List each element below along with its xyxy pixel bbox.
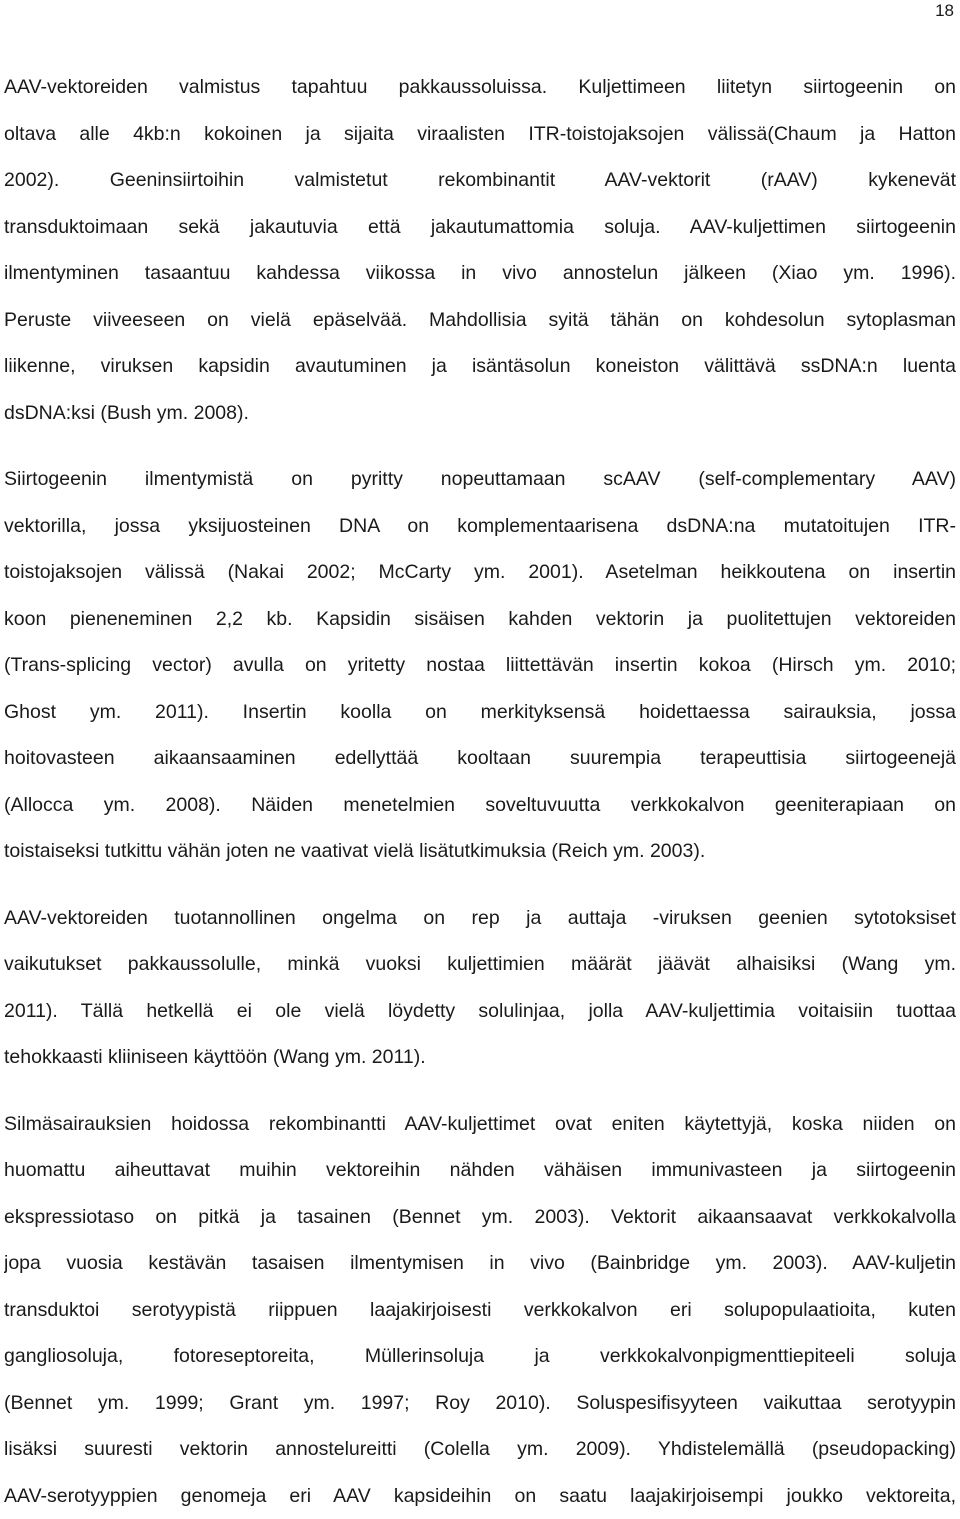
text-line: 2002). Geeninsiirtoihin valmistetut rekombinantit AAV-vektorit (rAAV) kykenevät	[4, 157, 956, 204]
text-line: gangliosoluja, fotoreseptoreita, Müllerinsoluja ja verkkokalvonpigmenttiepiteeli soluja	[4, 1333, 956, 1380]
text-line: transduktoimaan sekä jakautuvia että jakautumattomia soluja. AAV-kuljettimen siirtogeenin	[4, 204, 956, 251]
text-line: (Trans-splicing vector) avulla on yritetty nostaa liittettävän insertin kokoa (Hirsch ym. 2010;	[4, 642, 956, 689]
paragraph	[4, 1101, 956, 1519]
text-line: huomattu aiheuttavat muihin vektoreihin nähden vähäisen immunivasteen ja siirtogeenin	[4, 1147, 956, 1194]
text-line: (Bennet ym. 1999; Grant ym. 1997; Roy 2010). Soluspesifisyyteen vaikuttaa serotyypin	[4, 1380, 956, 1427]
text-line: lisäksi suuresti vektorin annostelureitti (Colella ym. 2009). Yhdistelemällä (pseudopacking)	[4, 1426, 956, 1473]
text-line: AAV-vektoreiden valmistus tapahtuu pakkaussoluissa. Kuljettimeen liitetyn siirtogeenin on	[4, 64, 956, 111]
text-line: vaikutukset pakkaussolulle, minkä vuoksi kuljettimien määrät jäävät alhaisiksi (Wang ym.	[4, 941, 956, 988]
paragraph	[4, 64, 956, 436]
text-line: Peruste viiveeseen on vielä epäselvää. Mahdollisia syitä tähän on kohdesolun sytoplasman	[4, 297, 956, 344]
text-line: 2011). Tällä hetkellä ei ole vielä löydetty solulinjaa, jolla AAV-kuljettimia voitaisiin tuottaa	[4, 988, 956, 1035]
text-line: transduktoi serotyypistä riippuen laajakirjoisesti verkkokalvon eri solupopulaatioita, kuten	[4, 1287, 956, 1334]
text-line: koon pieneneminen 2,2 kb. Kapsidin sisäisen kahden vektorin ja puolitettujen vektoreiden	[4, 596, 956, 643]
text-line: hoitovasteen aikaansaaminen edellyttää kooltaan suurempia terapeuttisia siirtogeenejä	[4, 735, 956, 782]
text-line: tehokkaasti kliiniseen käyttöön (Wang ym. 2011).	[4, 1034, 956, 1081]
text-line: AAV-vektoreiden tuotannollinen ongelma on rep ja auttaja -viruksen geenien sytotoksiset	[4, 895, 956, 942]
text-line: Ghost ym. 2011). Insertin koolla on merkityksensä hoidettaessa sairauksia, jossa	[4, 689, 956, 736]
text-line: toistaiseksi tutkittu vähän joten ne vaativat vielä lisätutkimuksia (Reich ym. 2003).	[4, 828, 956, 875]
text-line: oltava alle 4kb:n kokoinen ja sijaita viraalisten ITR-toistojaksojen välissä(Chaum ja Hatton	[4, 111, 956, 158]
text-line: toistojaksojen välissä (Nakai 2002; McCarty ym. 2001). Asetelman heikkoutena on insertin	[4, 549, 956, 596]
text-line: dsDNA:ksi (Bush ym. 2008).	[4, 390, 956, 437]
text-line: jopa vuosia kestävän tasaisen ilmentymisen in vivo (Bainbridge ym. 2003). AAV-kuljetin	[4, 1240, 956, 1287]
text-line: ilmentyminen tasaantuu kahdessa viikossa in vivo annostelun jälkeen (Xiao ym. 1996).	[4, 250, 956, 297]
text-line: ekspressiotaso on pitkä ja tasainen (Bennet ym. 2003). Vektorit aikaansaavat verkkokalvolla	[4, 1194, 956, 1241]
paragraph	[4, 895, 956, 1081]
text-line: Siirtogeenin ilmentymistä on pyritty nopeuttamaan scAAV (self-complementary AAV)	[4, 456, 956, 503]
text-line: vektorilla, jossa yksijuosteinen DNA on komplementaarisena dsDNA:na mutatoitujen ITR-	[4, 503, 956, 550]
text-line: AAV-serotyyppien genomeja eri AAV kapsideihin on saatu laajakirjoisempi joukko vektoreita,	[4, 1473, 956, 1519]
text-line: Silmäsairauksien hoidossa rekombinantti AAV-kuljettimet ovat eniten käytettyjä, koska niiden on	[4, 1101, 956, 1148]
document-body	[4, 64, 956, 1519]
text-line: (Allocca ym. 2008). Näiden menetelmien soveltuvuutta verkkokalvon geeniterapiaan on	[4, 782, 956, 829]
page-number: 18	[935, 0, 954, 22]
paragraph	[4, 456, 956, 875]
text-line: liikenne, viruksen kapsidin avautuminen ja isäntäsolun koneiston välittävä ssDNA:n luenta	[4, 343, 956, 390]
